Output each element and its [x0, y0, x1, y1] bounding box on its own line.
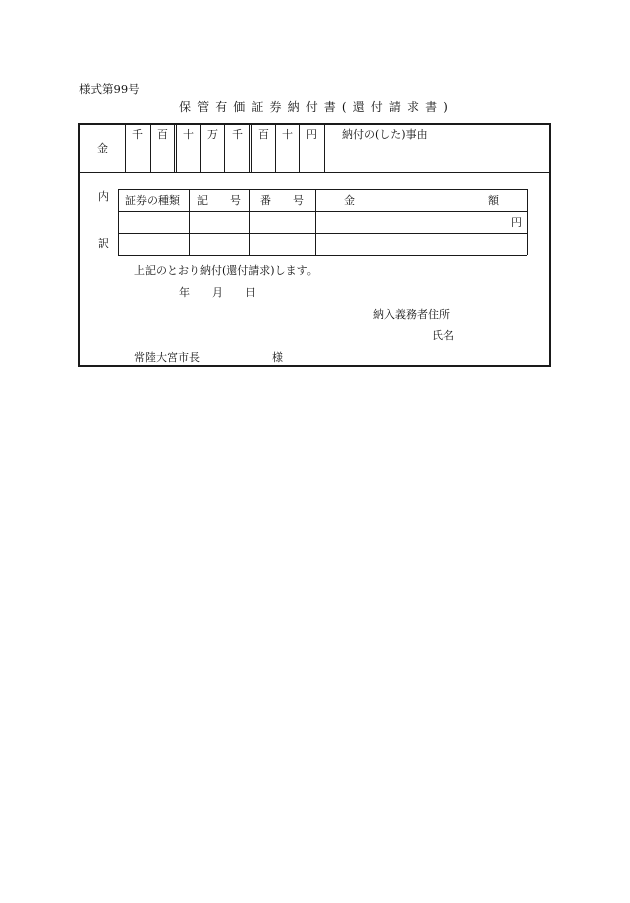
digit-divider: [249, 125, 250, 172]
column-header-number: 番 号: [260, 194, 304, 207]
inner-table-col-rule: [315, 189, 316, 255]
amount-label: 金: [97, 142, 108, 155]
inner-table-col-rule: [189, 189, 190, 255]
digit-divider: [299, 125, 300, 172]
column-header-security-type: 証券の種類: [125, 194, 180, 207]
breakdown-label-top: 内: [98, 190, 109, 203]
breakdown-label-bottom: 訳: [98, 237, 109, 250]
digit-header-juu: 十: [183, 128, 194, 141]
date-line: 年 月 日: [179, 286, 256, 299]
inner-table-col-rule: [527, 189, 528, 255]
form-frame: [78, 123, 551, 367]
inner-table-rule: [118, 211, 527, 212]
inner-table-rule: [118, 255, 527, 256]
digit-header-hyaku-2: 百: [258, 128, 269, 141]
column-header-amount-right: 額: [488, 194, 499, 207]
digit-header-sen-2: 千: [232, 128, 243, 141]
statement-text: 上記のとおり納付(還付請求)します。: [134, 264, 318, 277]
payer-name-label: 氏名: [432, 329, 454, 342]
payer-address-label: 納入義務者住所: [373, 308, 450, 321]
inner-table-rule: [118, 189, 527, 190]
addressee: 常陸大宮市長: [134, 351, 200, 364]
form-number: 様式第99号: [79, 82, 140, 96]
document-title: 保管有価証券納付書(還付請求書): [179, 100, 454, 114]
column-header-amount-left: 金: [344, 194, 355, 207]
digit-divider-double: [251, 125, 252, 172]
amount-row-bottom-rule: [80, 172, 549, 173]
amount-label-divider: [125, 125, 126, 172]
honorific: 様: [272, 351, 283, 364]
inner-table-rule: [118, 233, 527, 234]
inner-table-col-rule: [249, 189, 250, 255]
digit-divider: [174, 125, 175, 172]
digit-header-man: 万: [207, 128, 218, 141]
digit-divider-double: [176, 125, 177, 172]
digit-header-yen: 円: [306, 128, 317, 141]
digit-divider: [150, 125, 151, 172]
inner-table-col-rule: [118, 189, 119, 255]
currency-unit: 円: [511, 216, 522, 229]
digit-divider: [324, 125, 325, 172]
digit-divider: [200, 125, 201, 172]
digit-header-sen: 千: [132, 128, 143, 141]
digit-divider: [224, 125, 225, 172]
digit-header-hyaku: 百: [157, 128, 168, 141]
payment-reason-label: 納付の(した)事由: [342, 128, 428, 141]
digit-divider: [275, 125, 276, 172]
digit-header-juu-2: 十: [282, 128, 293, 141]
column-header-symbol: 記 号: [197, 194, 241, 207]
